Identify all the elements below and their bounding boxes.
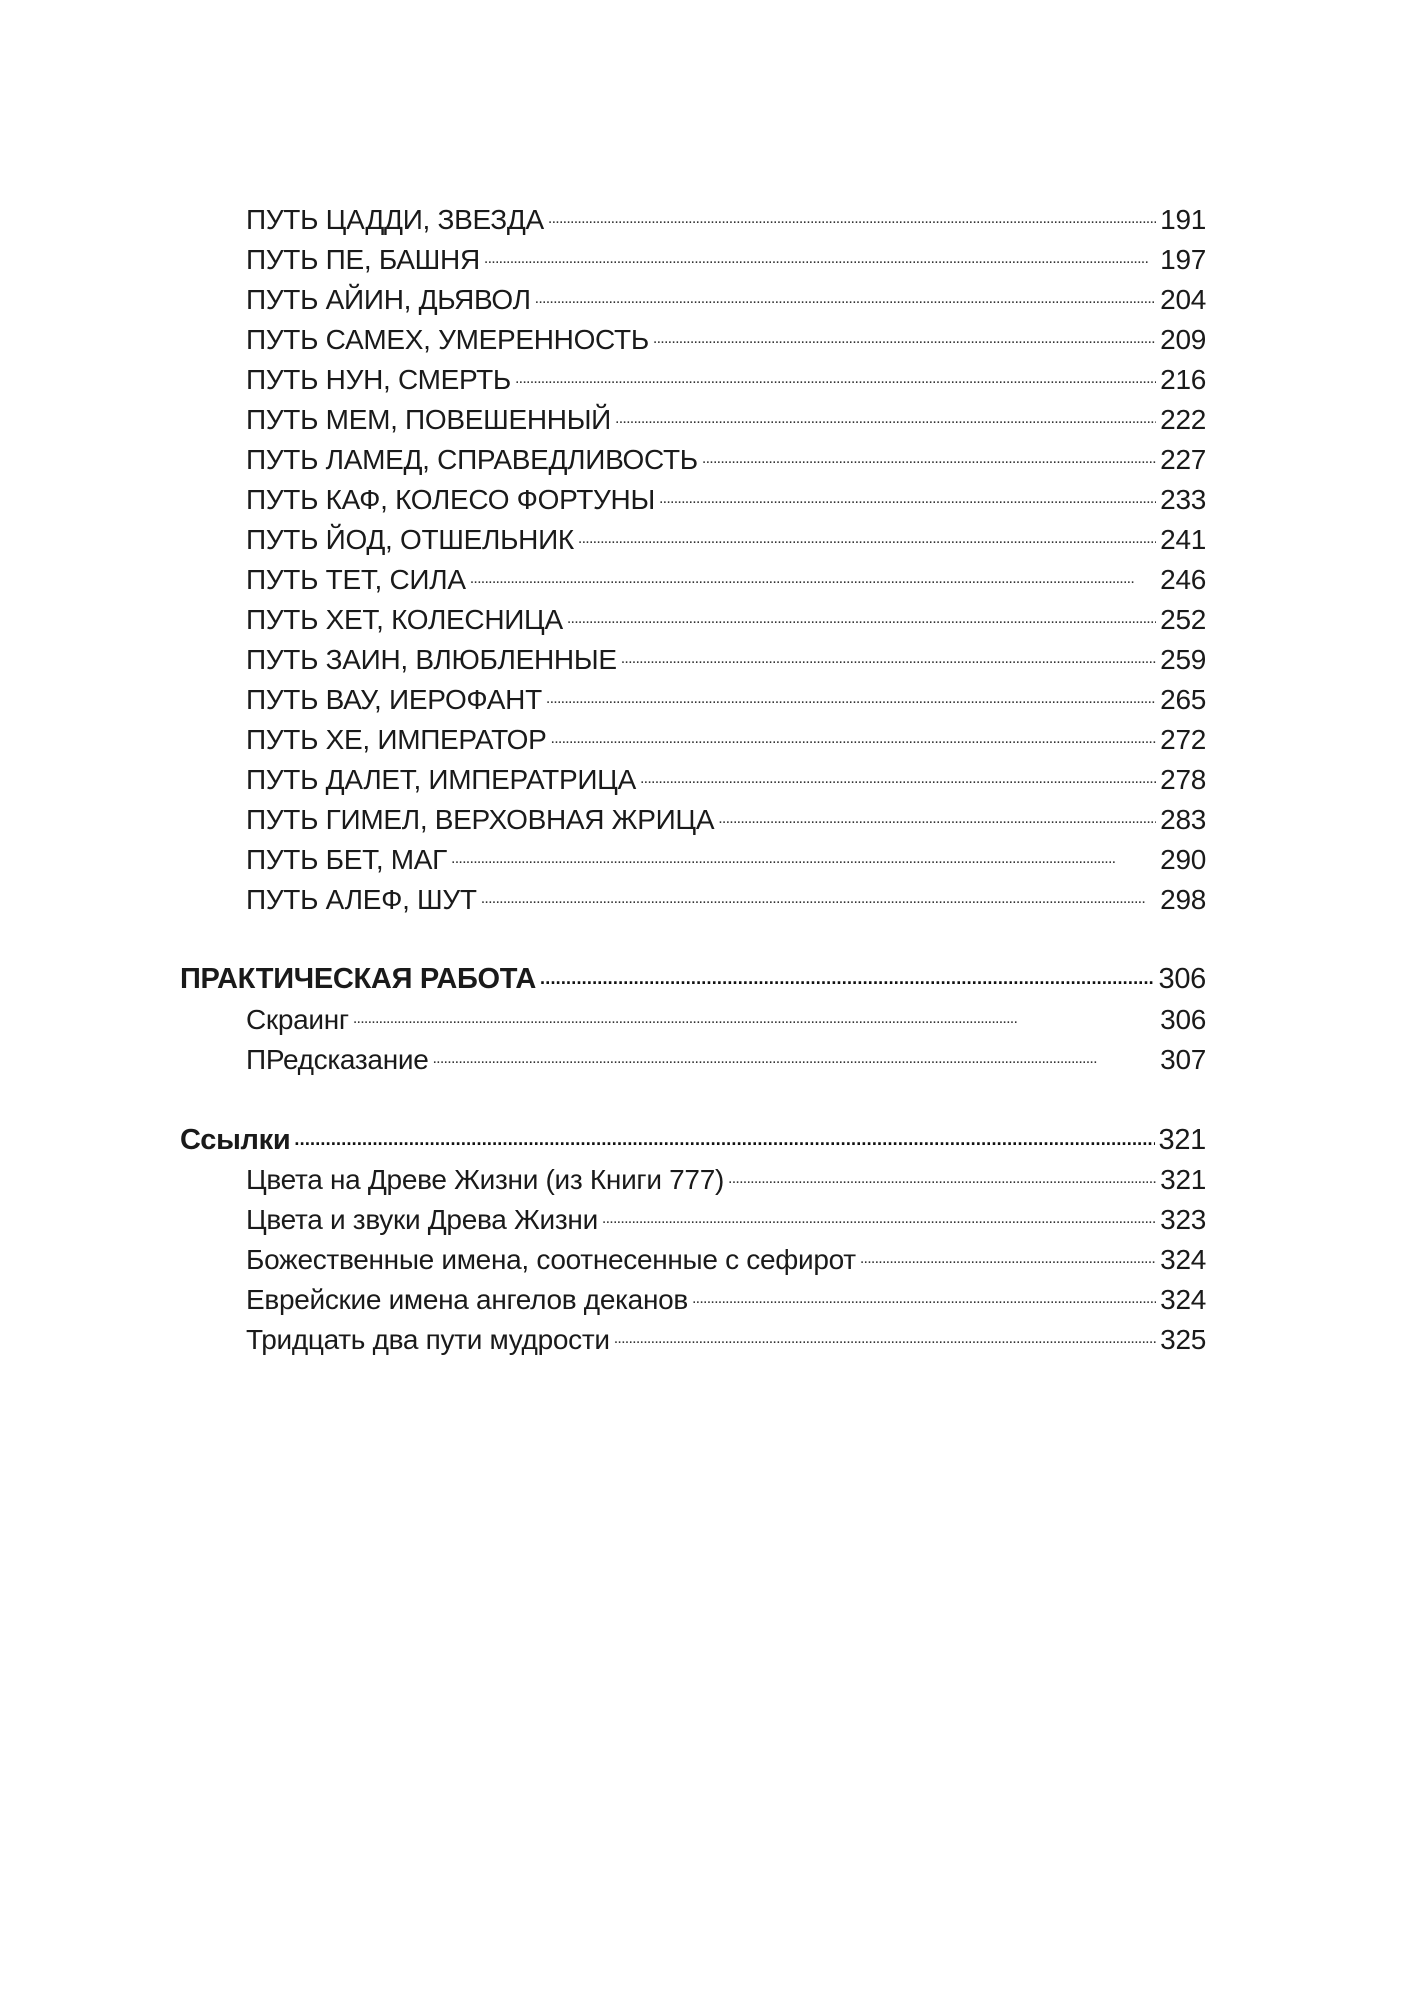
dot-leader — [546, 673, 1156, 709]
toc-entry[interactable] — [246, 273, 1206, 318]
toc-entry[interactable] — [246, 1273, 1206, 1318]
dot-leader — [659, 473, 1156, 509]
toc-entry-page: 324 — [1160, 1244, 1206, 1275]
toc-entry-title: ПУТЬ ГИМЕЛ, ВЕРХОВНАЯ ЖРИЦА — [246, 804, 715, 835]
toc-entry-title: ПУТЬ ХЕТ, КОЛЕСНИЦА — [246, 604, 563, 635]
toc-entry-title: Скраинг — [246, 1004, 349, 1035]
toc-entry-page: 233 — [1160, 484, 1206, 515]
dot-leader — [484, 233, 1156, 269]
toc-entry[interactable] — [246, 873, 1206, 918]
dot-leader — [294, 1113, 1154, 1149]
toc-entry-page: 298 — [1160, 884, 1206, 915]
toc-entry[interactable] — [246, 513, 1206, 558]
toc-entry[interactable] — [246, 593, 1206, 638]
toc-entry-page: 252 — [1160, 604, 1206, 635]
toc-entry-page: 259 — [1160, 644, 1206, 675]
toc-entry[interactable] — [246, 353, 1206, 398]
toc-entry-title: ПУТЬ БЕТ, МАГ — [246, 844, 448, 875]
toc-entry[interactable] — [246, 713, 1206, 758]
dot-leader — [432, 1033, 1156, 1069]
toc-entry[interactable] — [246, 393, 1206, 438]
toc-entry-title: ПУТЬ ЙОД, ОТШЕЛЬНИК — [246, 524, 574, 555]
dot-leader — [621, 633, 1156, 669]
toc-section-heading[interactable] — [180, 952, 1206, 997]
toc-entry-page: 306 — [1160, 1004, 1206, 1035]
dot-leader — [640, 753, 1156, 789]
toc-entry-page: 272 — [1160, 724, 1206, 755]
toc-entry-page: 204 — [1160, 284, 1206, 315]
toc-entry-title: Цвета и звуки Древа Жизни — [246, 1204, 598, 1235]
dot-leader — [548, 193, 1156, 229]
dot-leader — [578, 513, 1156, 549]
dot-leader — [470, 553, 1156, 589]
toc-entry-title: Цвета на Древе Жизни (из Книги 777) — [246, 1164, 724, 1195]
toc-entry[interactable] — [246, 313, 1206, 358]
toc-entry-page: 324 — [1160, 1284, 1206, 1315]
dot-leader — [602, 1193, 1156, 1229]
toc-section-heading[interactable] — [180, 1113, 1206, 1158]
toc-entry-title: ПУТЬ АЛЕФ, ШУТ — [246, 884, 477, 915]
dot-leader — [860, 1233, 1156, 1269]
toc-entry[interactable] — [246, 553, 1206, 598]
toc-entry-page: 191 — [1160, 204, 1206, 235]
dot-leader — [653, 313, 1156, 349]
toc-entry-title: ПУТЬ ЛАМЕД, СПРАВЕДЛИВОСТЬ — [246, 444, 698, 475]
toc-entry[interactable] — [246, 833, 1206, 878]
toc-section-title: ПРАКТИЧЕСКАЯ РАБОТА — [180, 963, 537, 995]
toc-entry-title: Божественные имена, соотнесенные с сефирот — [246, 1244, 856, 1275]
dot-leader — [551, 713, 1157, 749]
toc-entry[interactable] — [246, 1233, 1206, 1278]
toc-entry-page: 216 — [1160, 364, 1206, 395]
toc-entry-page: 290 — [1160, 844, 1206, 875]
toc-entry[interactable] — [246, 673, 1206, 718]
toc-entry-page: 222 — [1160, 404, 1206, 435]
dot-leader — [353, 993, 1156, 1029]
toc-entry-page: 321 — [1160, 1164, 1206, 1195]
toc-entry-page: 325 — [1160, 1324, 1206, 1355]
toc-section-page: 321 — [1158, 1124, 1206, 1156]
toc-entry[interactable] — [246, 993, 1206, 1038]
dot-leader — [614, 1313, 1156, 1349]
toc-entry-title: ПУТЬ ПЕ, БАШНЯ — [246, 244, 480, 275]
toc-entry-title: ПУТЬ ЦАДДИ, ЗВЕЗДА — [246, 204, 544, 235]
dot-leader — [540, 952, 1154, 988]
toc-entry-page: 241 — [1160, 524, 1206, 555]
dot-leader — [728, 1153, 1156, 1189]
toc-entry[interactable] — [246, 193, 1206, 238]
dot-leader — [718, 793, 1156, 829]
toc-entry-page: 307 — [1160, 1044, 1206, 1075]
toc-entry-title: ПУТЬ КАФ, КОЛЕСО ФОРТУНЫ — [246, 484, 655, 515]
toc-entry-title: ПУТЬ ЗАИН, ВЛЮБЛЕННЫЕ — [246, 644, 617, 675]
toc-entry-page: 283 — [1160, 804, 1206, 835]
toc-section-title: Ссылки — [180, 1124, 291, 1156]
toc-entry-title: Тридцать два пути мудрости — [246, 1324, 610, 1355]
toc-entry-title: ПУТЬ АЙИН, ДЬЯВОЛ — [246, 284, 531, 315]
toc-entry-page: 323 — [1160, 1204, 1206, 1235]
toc-entry[interactable] — [246, 233, 1206, 278]
dot-leader — [515, 353, 1156, 389]
toc-entry-title: ПУТЬ ДАЛЕТ, ИМПЕРАТРИЦА — [246, 764, 636, 795]
toc-entry-page: 197 — [1160, 244, 1206, 275]
toc-section-page: 306 — [1158, 963, 1206, 995]
toc-entry-title: Еврейские имена ангелов деканов — [246, 1284, 688, 1315]
toc-entry[interactable] — [246, 753, 1206, 798]
toc-entry-title: ПУТЬ ХЕ, ИМПЕРАТОР — [246, 724, 547, 755]
toc-entry[interactable] — [246, 633, 1206, 678]
toc-entry-title: ПУТЬ САМЕХ, УМЕРЕННОСТЬ — [246, 324, 649, 355]
toc-entry[interactable] — [246, 473, 1206, 518]
toc-entry-page: 265 — [1160, 684, 1206, 715]
toc-entry-page: 246 — [1160, 564, 1206, 595]
dot-leader — [567, 593, 1156, 629]
dot-leader — [481, 873, 1156, 909]
toc-entry-page: 209 — [1160, 324, 1206, 355]
dot-leader — [692, 1273, 1156, 1309]
dot-leader — [451, 833, 1156, 869]
toc-entry-title: ПРедсказание — [246, 1044, 429, 1075]
toc-entry[interactable] — [246, 1153, 1206, 1198]
toc-entry[interactable] — [246, 793, 1206, 838]
dot-leader — [702, 433, 1156, 469]
toc-entry[interactable] — [246, 1033, 1206, 1078]
toc-entry[interactable] — [246, 1193, 1206, 1238]
toc-entry-page: 278 — [1160, 764, 1206, 795]
dot-leader — [615, 393, 1156, 429]
toc-entry-page: 227 — [1160, 444, 1206, 475]
toc-entry-title: ПУТЬ ТЕТ, СИЛА — [246, 564, 466, 595]
dot-leader — [535, 273, 1157, 309]
toc-entry[interactable] — [246, 433, 1206, 478]
toc-entry[interactable] — [246, 1313, 1206, 1358]
toc-entry-title: ПУТЬ ВАУ, ИЕРОФАНТ — [246, 684, 542, 715]
toc-entry-title: ПУТЬ МЕМ, ПОВЕШЕННЫЙ — [246, 404, 612, 435]
toc-entry-title: ПУТЬ НУН, СМЕРТЬ — [246, 364, 511, 395]
